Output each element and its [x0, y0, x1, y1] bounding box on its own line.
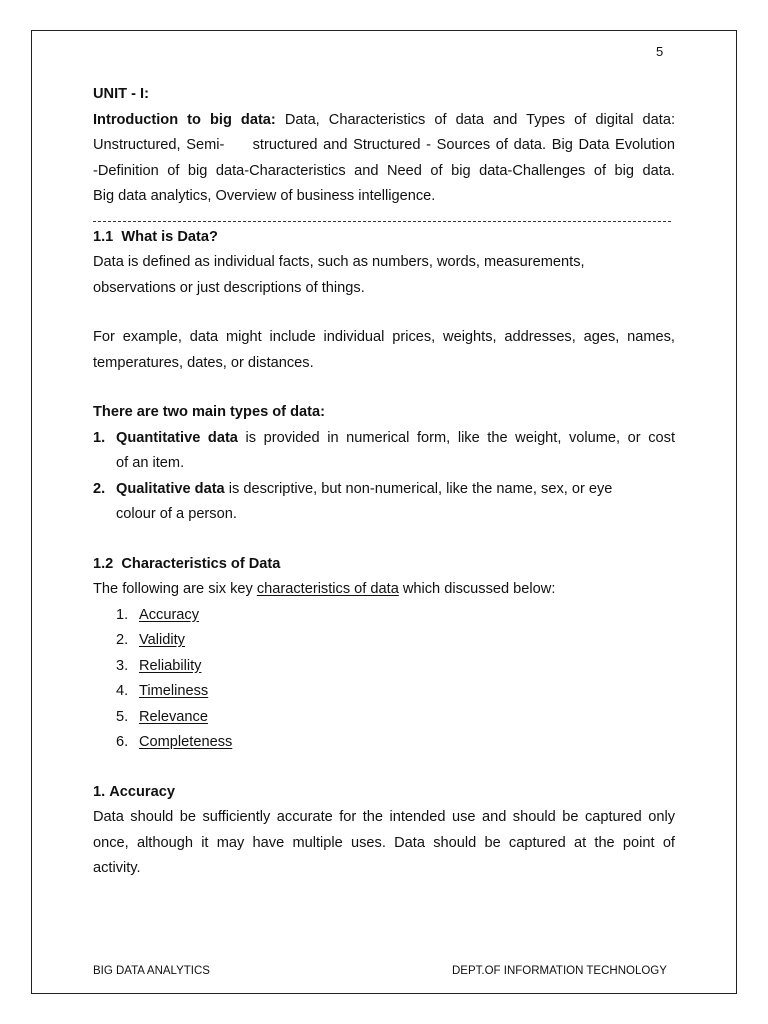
intro-line-3: -Definition of big data-Characteristics and Need of big data-Challenges of big data. [93, 162, 675, 179]
intro-heading: Introduction to big data: [93, 111, 276, 128]
type-item-2: 2. Qualitative data is descriptive, but non-numerical, like the name, sex, or eye [93, 480, 613, 497]
unit-title: UNIT - I: [93, 86, 149, 102]
footer-left: BIG DATA ANALYTICS [93, 965, 210, 977]
reliability-link[interactable]: Reliability [139, 657, 202, 674]
intro-line-1: Introduction to big data: Data, Characteristics of data and Types of digital data: [93, 111, 675, 128]
s1-para2-line1: For example, data might include individual prices, weights, addresses, ages, names, [93, 329, 675, 345]
validity-link[interactable]: Validity [139, 632, 185, 648]
accuracy-line-1: Data should be sufficiently accurate for the intended use and should be captured only [93, 809, 675, 825]
list-item: 3. Reliability [116, 657, 202, 674]
section-1-1-heading: 1.1 What is Data? [93, 228, 218, 245]
dashed-separator [93, 221, 671, 222]
relevance-link[interactable]: Relevance [139, 708, 208, 725]
accuracy-heading: 1. Accuracy [93, 783, 175, 800]
footer-right: DEPT.OF INFORMATION TECHNOLOGY [452, 965, 667, 977]
accuracy-link[interactable]: Accuracy [139, 606, 200, 623]
section-1-2-heading: 1.2 Characteristics of Data [93, 555, 281, 572]
s1-para2-line2: temperatures, dates, or distances. [93, 354, 314, 371]
timeliness-link[interactable]: Timeliness [139, 683, 209, 699]
characteristics-list [93, 603, 675, 756]
type-item-1-cont: of an item. [116, 455, 185, 471]
page-number: 5 [656, 44, 664, 59]
list-item: 2. Validity [116, 632, 185, 648]
list-item: 1. Accuracy [116, 606, 200, 623]
list-item: 4. Timeliness [116, 683, 209, 699]
type-item-2-cont: colour of a person. [116, 506, 237, 522]
list-item: 5. Relevance [116, 708, 208, 725]
list-item: 6. Completeness [116, 734, 233, 750]
s1-para1-line2: observations or just descriptions of things. [93, 279, 365, 296]
characteristics-link[interactable]: characteristics of data [256, 581, 399, 597]
type-item-1: 1. Quantitative data is provided in numerical form, like the weight, volume, or cost [93, 429, 676, 446]
s2-intro: The following are six key characteristics of data which discussed below: [93, 581, 556, 597]
accuracy-line-3: activity. [93, 860, 141, 876]
completeness-link[interactable]: Completeness [139, 734, 233, 750]
s1-para1-line1: Data is defined as individual facts, such as numbers, words, measurements, [93, 254, 585, 270]
document-body [93, 82, 675, 882]
intro-line-2: Unstructured, Semi- structured and Structured - Sources of data. Big Data Evolution [93, 137, 675, 153]
intro-line-4: Big data analytics, Overview of business intelligence. [93, 188, 436, 204]
accuracy-line-2: once, although it may have multiple uses. Data should be captured at the point of [93, 834, 675, 851]
types-heading: There are two main types of data: [93, 404, 325, 420]
